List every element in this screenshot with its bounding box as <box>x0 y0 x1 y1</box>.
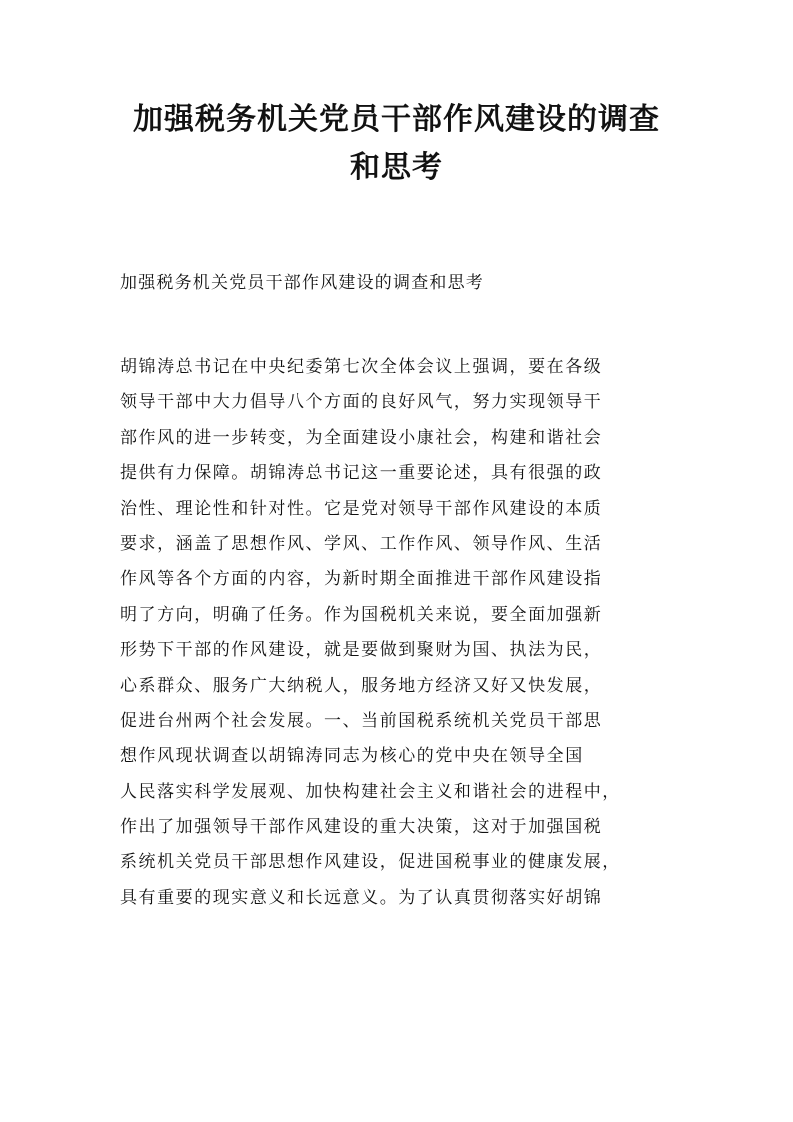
body-line: 作风等各个方面的内容，为新时期全面推进干部作风建设指 <box>120 569 603 590</box>
body-line: 部作风的进一步转变，为全面建设小康社会，构建和谐社会 <box>120 427 603 448</box>
body-line: 要求，涵盖了思想作风、学风、工作作风、领导作风、生活 <box>120 533 603 554</box>
document-title <box>0 96 793 192</box>
body-line: 领导干部中大力倡导八个方面的良好风气，努力实现领导干 <box>120 392 603 413</box>
body-line: 形势下干部的作风建设，就是要做到聚财为国、执法为民， <box>120 640 603 661</box>
body-line: 想作风现状调查以胡锦涛同志为核心的党中央在领导全国 <box>120 746 584 767</box>
body-line: 人民落实科学发展观、加快构建社会主义和谐社会的进程中， <box>120 781 621 802</box>
document-subtitle: 加强税务机关党员干部作风建设的调查和思考 <box>120 273 484 293</box>
body-line: 明了方向，明确了任务。作为国税机关来说，要全面加强新 <box>120 604 603 625</box>
body-line: 胡锦涛总书记在中央纪委第七次全体会议上强调，要在各级 <box>120 357 603 377</box>
title-line-2: 和思考 <box>350 150 443 185</box>
title-line-1: 加强税务机关党员干部作风建设的调查 <box>133 102 660 137</box>
body-paragraph <box>120 353 690 919</box>
body-line: 治性、理论性和针对性。它是党对领导干部作风建设的本质 <box>120 498 603 519</box>
body-line: 促进台州两个社会发展。一、当前国税系统机关党员干部思 <box>120 710 603 731</box>
body-line: 提供有力保障。胡锦涛总书记这一重要论述，具有很强的政 <box>120 463 603 484</box>
body-line: 心系群众、服务广大纳税人，服务地方经济又好又快发展， <box>120 675 603 696</box>
body-line: 作出了加强领导干部作风建设的重大决策，这对于加强国税 <box>120 817 603 838</box>
body-line: 具有重要的现实意义和长远意义。为了认真贯彻落实好胡锦 <box>120 887 603 908</box>
body-line: 系统机关党员干部思想作风建设，促进国税事业的健康发展， <box>120 852 621 873</box>
